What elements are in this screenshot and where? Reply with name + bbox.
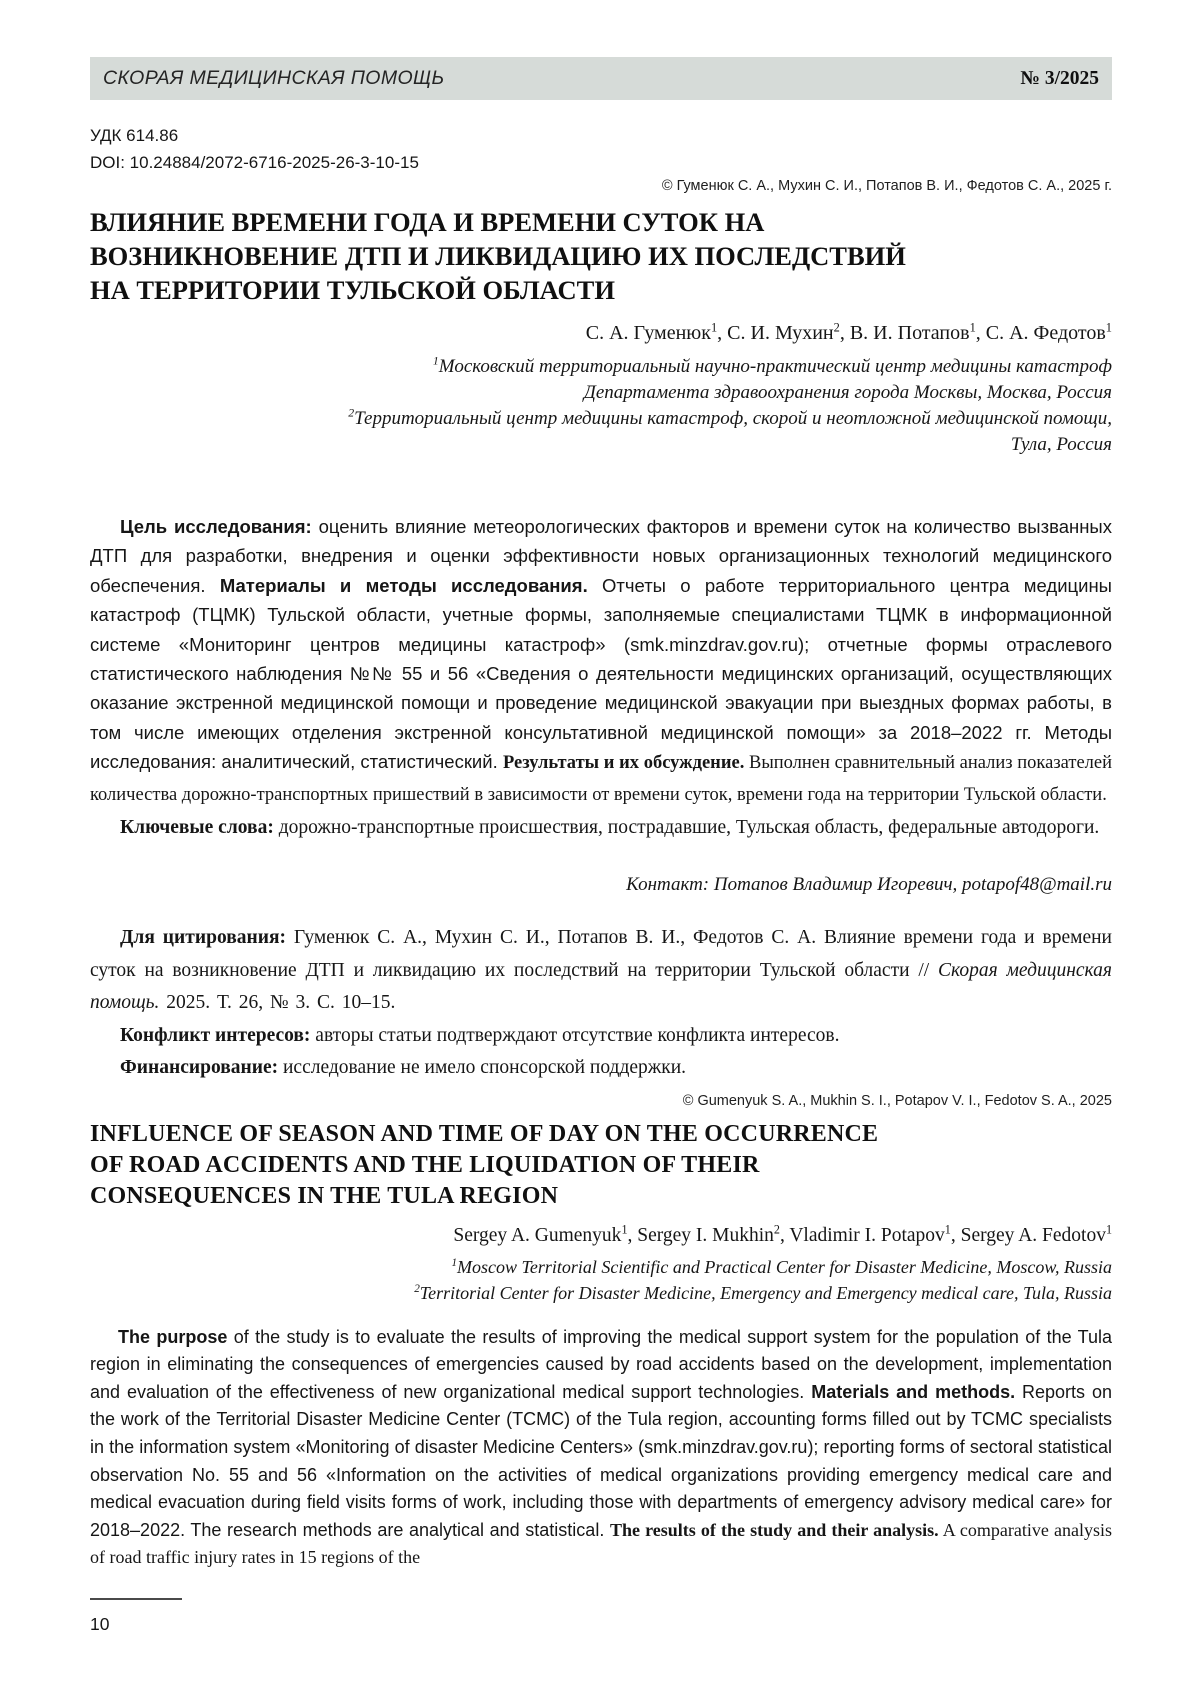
journal-issue-number: № 3/2025 — [1020, 67, 1099, 89]
keywords-ru: Ключевые слова: дорожно-транспортные происшествия, пострадавшие, Тульская область, федеральные автодороги. — [120, 817, 1100, 839]
udk-code: УДК 614.86 — [90, 126, 179, 145]
affiliation-ru-line-2: Департамента здравоохранения города Москвы, Москва, Россия — [583, 382, 1112, 403]
abstract-en: The purpose of the study is to evaluate the results of improving the medical support system for the population of the Tula region in eliminating the consequences of emergencies caused by road accidents based on the development, implementation and evaluation of the effectiveness of new organizational medical support technologies. Materials and methods. Reports on the work of the Territorial Disaster Medicine Center (TCMC) of the Tula region, accounting forms filled out by TCMC specialists in the information system «Monitoring of disaster Medicine Centers» (smk.minzdrav.gov.ru); reporting forms of sectoral statistical observation No. 55 and 56 «Information on the activities of medical organizations providing emergency medical care and medical evacuation during field visits forms of work, including those with departments of emergency advisory medical care» for 2018–2022. The research methods are analytical and statistical. The results of the study and their analysis. A comparative analysis of road traffic injury rates in 15 regions of the — [90, 1326, 1112, 1568]
title-en-line-3: CONSEQUENCES IN THE TULA REGION — [90, 1182, 559, 1209]
affiliation-ru-line-1: $^1$Московский территориальный научно-практический центр медицины катастроф — [432, 354, 1112, 377]
title-ru-line-3: НА ТЕРРИТОРИИ ТУЛЬСКОЙ ОБЛАСТИ — [90, 275, 615, 305]
journal-title: СКОРАЯ МЕДИЦИНСКАЯ ПОМОЩЬ — [103, 67, 445, 89]
title-ru-line-1: ВЛИЯНИЕ ВРЕМЕНИ ГОДА И ВРЕМЕНИ СУТОК НА — [90, 207, 765, 237]
citation-ru: Для цитирования: Гуменюк С. А., Мухин С. И., Потапов В. И., Федотов С. А. Влияние времени года и времени суток на возникновение ДТП и ликвидацию их последствий на территории Тульской области // Скорая медицинская помощь. 2025. Т. 26, № 3. С. 10–15. — [90, 927, 1112, 1014]
page-footer — [90, 1598, 182, 1635]
title-en-line-2: OF ROAD ACCIDENTS AND THE LIQUIDATION OF THEIR — [90, 1151, 760, 1178]
title-ru-line-2: ВОЗНИКНОВЕНИЕ ДТП И ЛИКВИДАЦИЮ ИХ ПОСЛЕДСТВИЙ — [90, 241, 906, 271]
title-en-line-1: INFLUENCE OF SEASON AND TIME OF DAY ON THE OCCURRENCE — [90, 1120, 879, 1147]
affiliations-ru — [90, 354, 1112, 458]
doi-line: DOI: 10.24884/2072-6716-2025-26-3-10-15 — [90, 153, 419, 172]
funding-line: Финансирование: исследование не имело спонсорской поддержки. — [120, 1057, 687, 1079]
conflict-of-interest-line: Конфликт интересов: авторы статьи подтверждают отсутствие конфликта интересов. — [120, 1024, 840, 1046]
article-title-en — [90, 1119, 1112, 1212]
affiliation-ru-line-3: $^2$Территориальный центр медицины катастроф, скорой и неотложной медицинской помощи, — [348, 406, 1112, 429]
affiliation-en-line-1: $^1$Moscow Territorial Scientific and Practical Center for Disaster Medicine, Moscow, Russia — [451, 1256, 1112, 1277]
affiliation-ru-line-4: Тула, Россия — [1010, 434, 1112, 455]
copyright-line-en: © Gumenyuk S. A., Mukhin S. I., Potapov V. I., Fedotov S. A., 2025 — [682, 1092, 1112, 1109]
authors-ru: С. А. Гуменюк$^1$, С. И. Мухин$^2$, В. И. Потапов$^1$, С. А. Федотов$^1$ — [585, 320, 1112, 344]
journal-header-bar — [90, 57, 1112, 100]
affiliations-en — [90, 1254, 1112, 1306]
copyright-line-ru: © Гуменюк С. А., Мухин С. И., Потапов В. И., Федотов С. А., 2025 г. — [661, 178, 1112, 194]
authors-en: Sergey A. Gumenyuk$^1$, Sergey I. Mukhin$^2$, Vladimir I. Potapov$^1$, Sergey A. Fedotov$^1$ — [453, 1222, 1112, 1246]
abstract-ru: Цель исследования: оценить влияние метеорологических факторов и времени суток на количество вызванных ДТП для разработки, внедрения и оценки эффективности новых организационных технологий медицинского обеспечения. Материалы и методы исследования. Отчеты о работе территориального центра медицины катастроф (ТЦМК) Тульской области, учетные формы, заполняемые специалистами ТЦМК в информационной системе «Мониторинг центров медицины катастроф» (smk.minzdrav.gov.ru); отчетные формы отраслевого статистического наблюдения №№ 55 и 56 «Сведения о деятельности медицинских организаций, осуществляющих оказание экстренной медицинской помощи и проведение медицинской эвакуации при выездных формах работы, в том числе имеющих отделения экстренной консультативной медицинской помощи» за 2018–2022 гг. Методы исследования: аналитический, статистический. Результаты и их обсуждение. Выполнен сравнительный анализ показателей количества дорожно-транспортных пришествий в зависимости от времени суток, времени года на территории Тульской области. — [90, 516, 1113, 805]
article-title-ru — [90, 205, 1112, 307]
affiliation-en-line-2: $^2$Territorial Center for Disaster Medicine, Emergency and Emergency medical care, Tula, Russia — [414, 1282, 1112, 1303]
page-number: 10 — [90, 1614, 110, 1634]
footer-rule — [90, 1598, 182, 1600]
contact-line: Контакт: Потапов Владимир Игоревич, potapof48@mail.ru — [626, 874, 1112, 896]
